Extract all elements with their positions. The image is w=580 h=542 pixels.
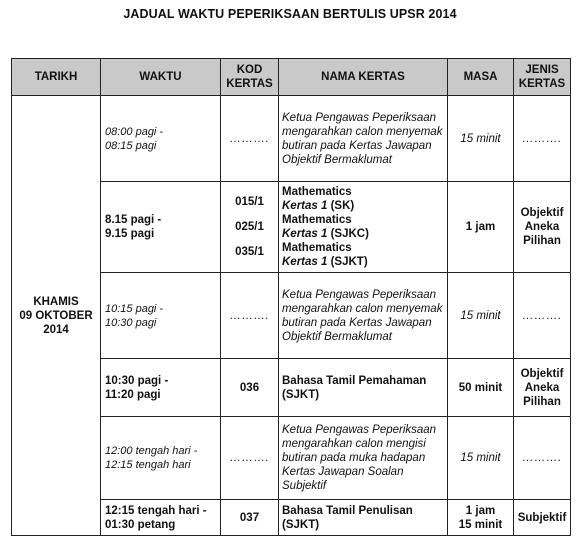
- time-start: 12:15 tengah hari -: [105, 504, 207, 517]
- header-code-line2: KERTAS: [226, 78, 273, 90]
- type-cell: [514, 417, 571, 500]
- code-cell: [221, 96, 279, 182]
- duration-cell: 15 minit: [448, 96, 514, 182]
- code-cell: [221, 182, 279, 273]
- header-row: [12, 59, 571, 96]
- time-start: 8.15 pagi -: [105, 214, 162, 226]
- header-name: NAMA KERTAS: [279, 59, 448, 96]
- time-end: 12:15 tengah hari: [105, 459, 191, 471]
- header-duration: MASA: [448, 59, 514, 96]
- time-cell: [101, 96, 221, 182]
- code-cell: [221, 273, 279, 359]
- paper-school: (SJKC): [330, 228, 369, 240]
- time-end: 10:30 pagi: [105, 316, 157, 329]
- time-start: 10:30 pagi -: [105, 374, 169, 387]
- duration-line1: 1 jam: [465, 504, 496, 517]
- code-cell: 036: [221, 359, 279, 417]
- code-placeholder: ……….: [229, 132, 270, 145]
- type-cell: [514, 96, 571, 182]
- type-line1: Objektif: [520, 207, 564, 219]
- paper-school: (SK): [330, 200, 355, 212]
- type-line1: Objektif: [520, 367, 564, 380]
- type-cell: Subjektif: [514, 500, 571, 536]
- paper-school: (SJKT): [330, 256, 368, 268]
- date-day: KHAMIS: [33, 295, 79, 308]
- duration-cell: [448, 500, 514, 536]
- paper-name-cell: [279, 500, 448, 536]
- type-cell: [514, 182, 571, 273]
- type-placeholder: ……….: [522, 132, 562, 145]
- code-placeholder: ……….: [229, 452, 270, 464]
- type-cell: [514, 359, 571, 417]
- header-date: TARIKH: [12, 59, 101, 96]
- instruction-text: Ketua Pengawas Peperiksaan mengarahkan calon menyemak butiran pada Kertas Jawapan Objektif Bermaklumat: [279, 273, 448, 359]
- date-cell: [12, 96, 101, 536]
- type-line3: Pilihan: [523, 395, 561, 408]
- header-type: [514, 59, 571, 96]
- header-type-line1: JENIS: [525, 64, 559, 76]
- time-start: 10:15 pagi -: [105, 302, 164, 315]
- paper-number: Kertas 1: [282, 200, 328, 212]
- date-month: 09 OKTOBER: [19, 309, 93, 322]
- paper-code: 015/1: [235, 196, 264, 208]
- type-line3: Pilihan: [523, 235, 561, 247]
- table-row: [12, 96, 571, 182]
- duration-cell: 15 minit: [448, 417, 514, 500]
- paper-name-cell: [279, 182, 448, 273]
- paper-school: (SJKT): [282, 518, 320, 531]
- paper-code: 025/1: [235, 221, 264, 233]
- paper-name: Bahasa Tamil Penulisan: [282, 504, 413, 517]
- code-placeholder: ……….: [229, 309, 270, 322]
- type-cell: [514, 273, 571, 359]
- type-line2: Aneka: [524, 381, 560, 394]
- code-cell: 037: [221, 500, 279, 536]
- code-cell: [221, 417, 279, 500]
- duration-line2: 15 minit: [458, 518, 503, 531]
- paper-school: (SJKT): [282, 388, 320, 401]
- duration-cell: 50 minit: [448, 359, 514, 417]
- type-placeholder: ……….: [522, 452, 562, 464]
- paper-subject: Mathematics: [282, 186, 352, 198]
- date-year: 2014: [43, 323, 69, 336]
- paper-name-cell: [279, 359, 448, 417]
- paper-subject: Mathematics: [282, 214, 352, 226]
- time-end: 11:20 pagi: [105, 388, 161, 401]
- duration-cell: 1 jam: [448, 182, 514, 273]
- paper-number: Kertas 1: [282, 256, 328, 268]
- time-start: 12:00 tengah hari -: [105, 445, 198, 457]
- header-type-line2: KERTAS: [518, 78, 566, 90]
- time-cell: [101, 500, 221, 536]
- paper-number: Kertas 1: [282, 228, 328, 240]
- instruction-text: Ketua Pengawas Peperiksaan mengarahkan calon mengisi butiran pada muka hadapan Kertas Jawapan Soalan Subjektif: [279, 417, 448, 500]
- time-end: 08:15 pagi: [105, 139, 157, 152]
- time-cell: [101, 417, 221, 500]
- time-start: 08:00 pagi -: [105, 125, 164, 138]
- time-end: 01:30 petang: [105, 518, 176, 531]
- time-cell: [101, 182, 221, 273]
- page-title: JADUAL WAKTU PEPERIKSAAN BERTULIS UPSR 2014: [123, 7, 457, 21]
- time-cell: [101, 359, 221, 417]
- paper-code: 035/1: [235, 246, 264, 258]
- paper-subject: Mathematics: [282, 242, 352, 254]
- instruction-text: Ketua Pengawas Peperiksaan mengarahkan calon menyemak butiran pada Kertas Jawapan Objektif Bermaklumat: [279, 96, 448, 182]
- header-code: [221, 59, 279, 96]
- time-end: 9.15 pagi: [105, 228, 155, 240]
- paper-name: Bahasa Tamil Pemahaman: [282, 374, 427, 387]
- header-time: WAKTU: [101, 59, 221, 96]
- header-code-line1: KOD: [236, 64, 263, 76]
- type-line2: Aneka: [524, 221, 560, 233]
- exam-schedule-table: [11, 58, 571, 536]
- time-cell: [101, 273, 221, 359]
- type-placeholder: ……….: [522, 309, 562, 322]
- duration-cell: 15 minit: [448, 273, 514, 359]
